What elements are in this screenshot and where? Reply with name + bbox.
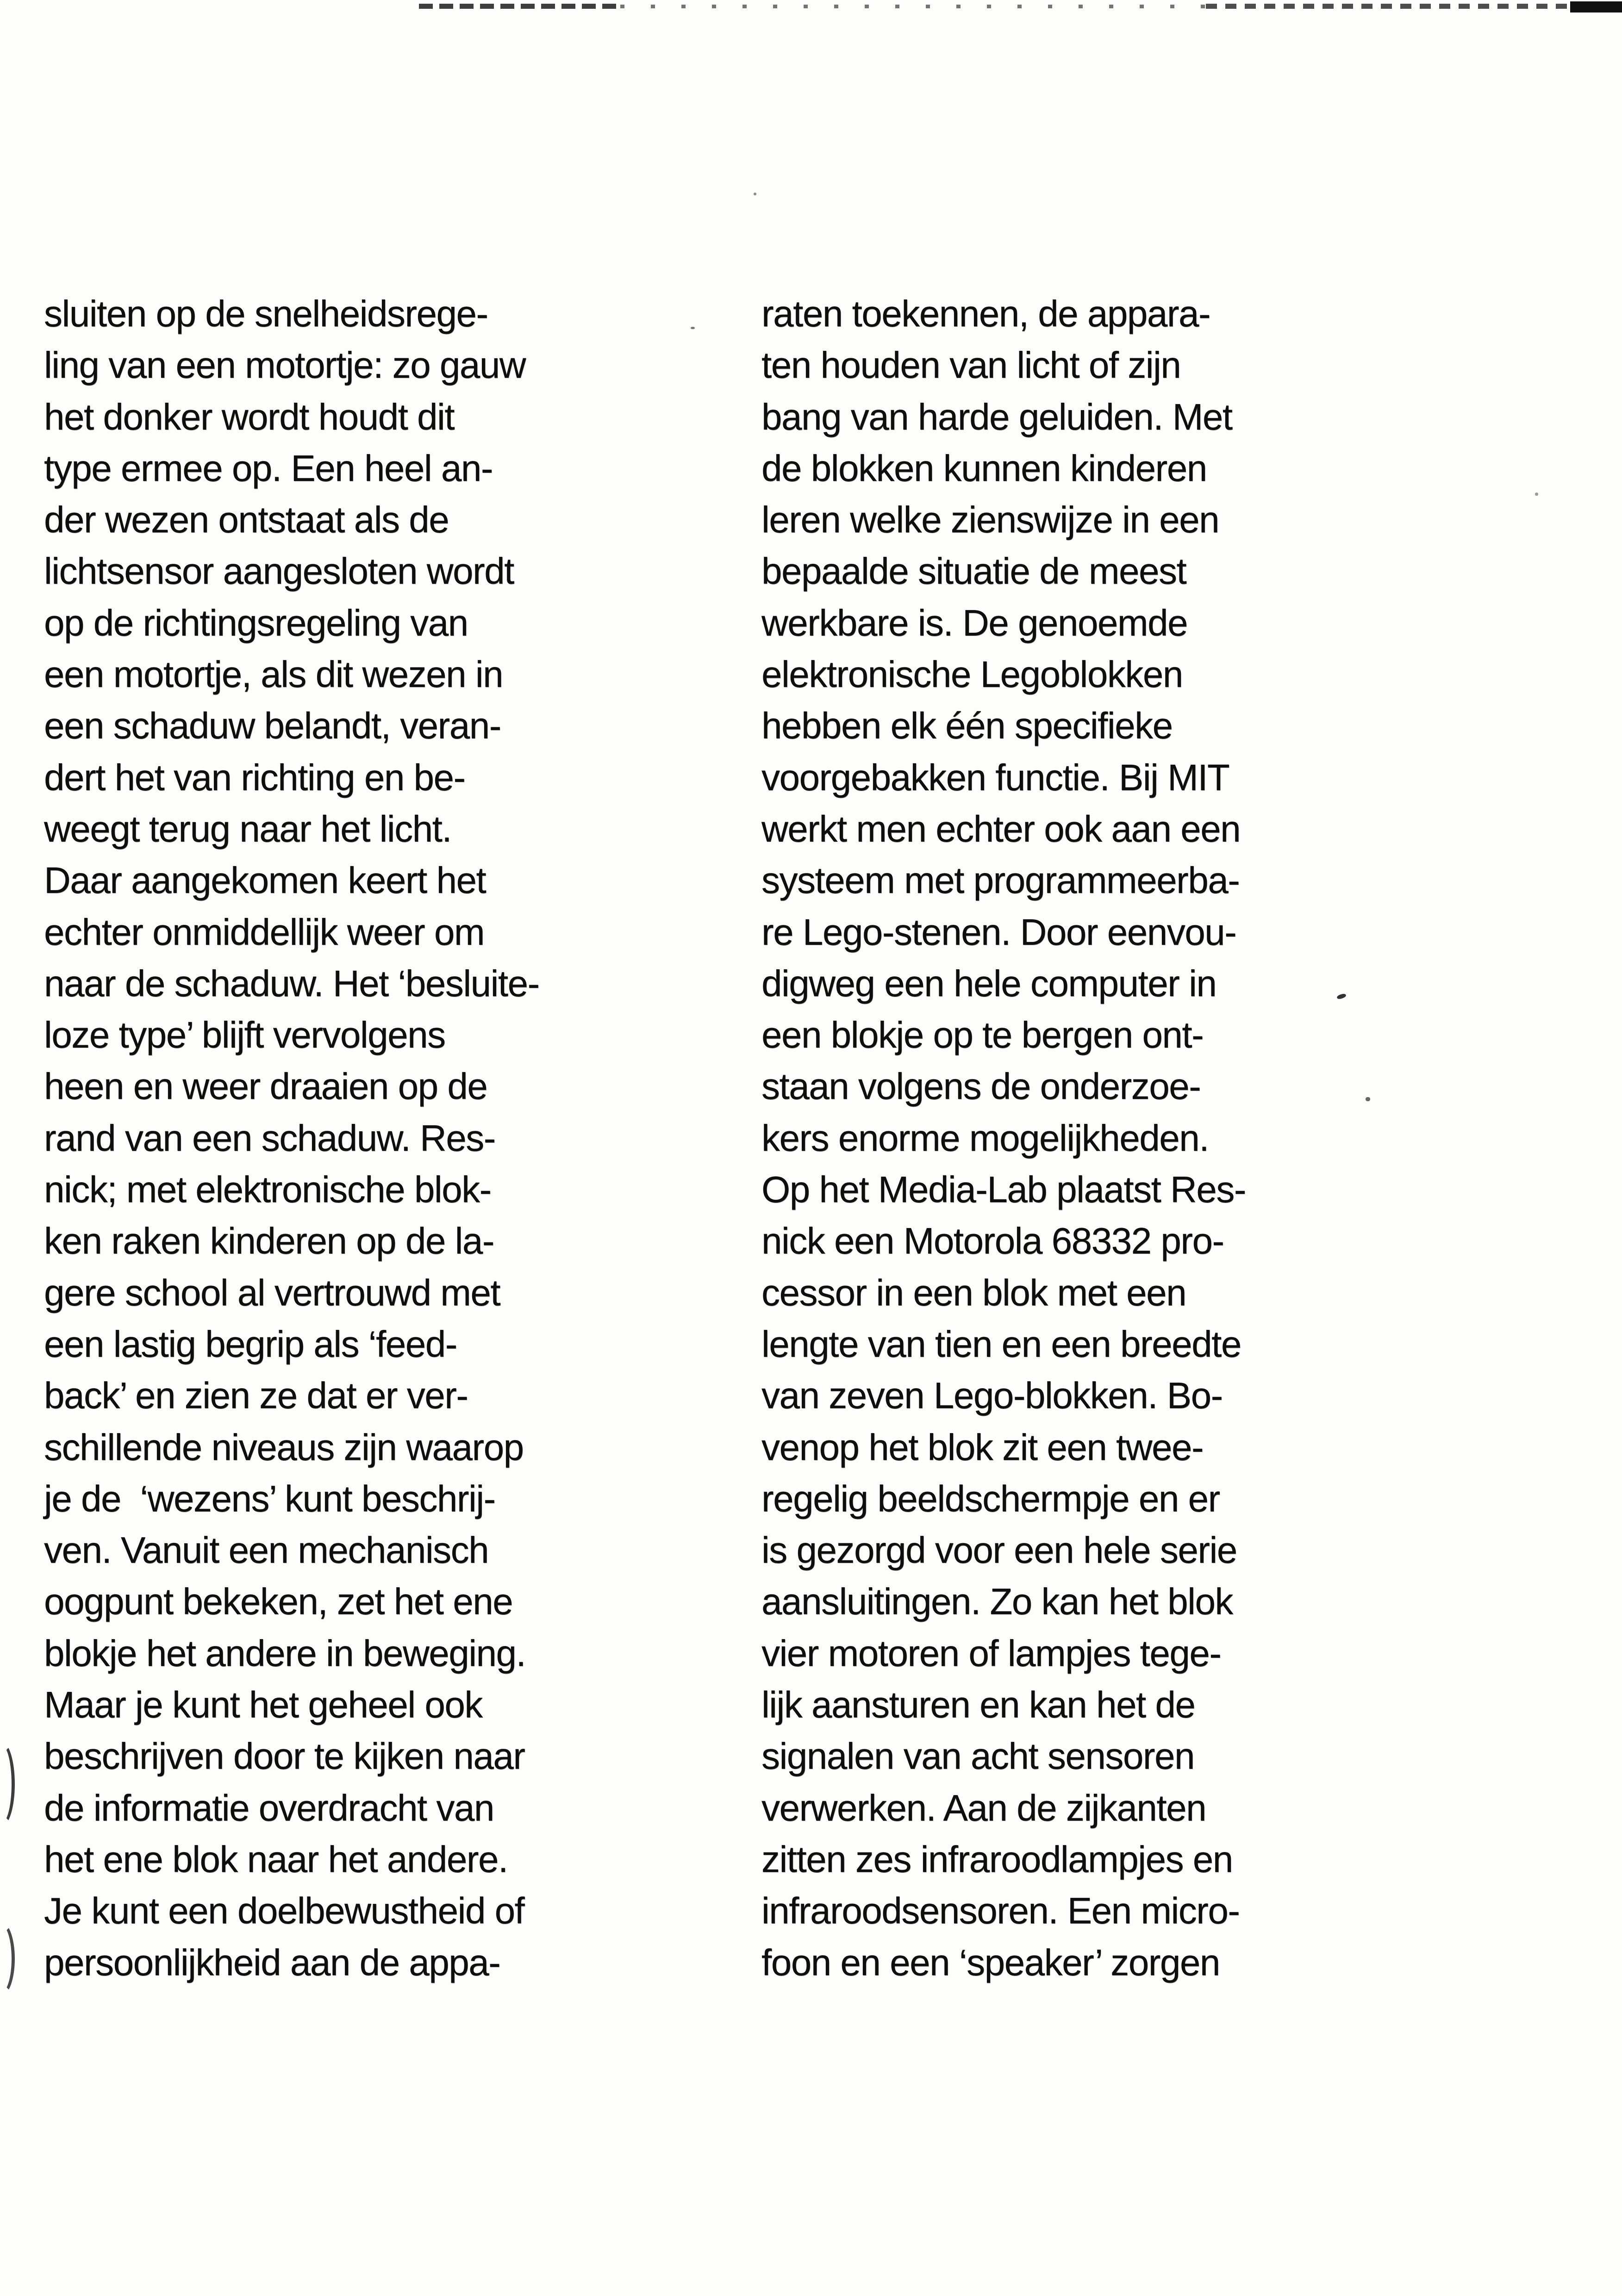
torn-edge-dots-middle xyxy=(620,5,1206,8)
article-column-right xyxy=(761,288,1456,1988)
text-line: nick; met elektronische blok- xyxy=(44,1169,491,1210)
torn-page-edge xyxy=(0,0,1622,19)
text-line: heen en weer draaien op de xyxy=(44,1066,487,1107)
text-line: Maar je kunt het geheel ook xyxy=(44,1684,482,1726)
text-line: staan volgens de onderzoe- xyxy=(761,1066,1201,1107)
text-line: digweg een hele computer in xyxy=(761,962,1216,1004)
text-line: back’ en zien ze dat er ver- xyxy=(44,1375,468,1416)
text-line: ven. Vanuit een mechanisch xyxy=(44,1529,489,1571)
text-line: cessor in een blok met een xyxy=(761,1272,1186,1313)
text-line: bang van harde geluiden. Met xyxy=(761,396,1232,437)
text-line: dert het van richting en be- xyxy=(44,756,465,798)
text-line: foon en een ‘speaker’ zorgen xyxy=(761,1941,1220,1983)
text-line: de informatie overdracht van xyxy=(44,1787,494,1828)
binding-mark-arc xyxy=(0,1741,15,1827)
text-line: hebben elk één specifieke xyxy=(761,705,1173,747)
text-line: op de richtingsregeling van xyxy=(44,602,468,643)
text-line: leren welke zienswijze in een xyxy=(761,499,1219,541)
text-line: raten toekennen, de appara- xyxy=(761,293,1210,334)
text-line: verwerken. Aan de zijkanten xyxy=(761,1787,1206,1828)
text-line: naar de schaduw. Het ‘besluite- xyxy=(44,962,539,1004)
text-line: werkbare is. De genoemde xyxy=(761,602,1188,643)
text-line: ken raken kinderen op de la- xyxy=(44,1220,494,1262)
text-line: regelig beeldschermpje en er xyxy=(761,1478,1220,1519)
text-line: infraroodsensoren. Een micro- xyxy=(761,1890,1240,1932)
scan-speck xyxy=(691,327,695,329)
text-line: werkt men echter ook aan een xyxy=(761,808,1241,849)
text-line: lichtsensor aangesloten wordt xyxy=(44,550,514,592)
scan-speck xyxy=(754,193,756,195)
text-line: signalen van acht sensoren xyxy=(761,1735,1194,1777)
text-line: sluiten op de snelheidsrege- xyxy=(44,293,488,334)
text-line: vier motoren of lampjes tege- xyxy=(761,1632,1221,1674)
article-column-left xyxy=(44,288,729,1988)
text-line: een motortje, als dit wezen in xyxy=(44,654,503,695)
text-line: aansluitingen. Zo kan het blok xyxy=(761,1581,1233,1622)
text-line: bepaalde situatie de meest xyxy=(761,550,1186,592)
scan-speck xyxy=(1366,1097,1370,1101)
text-line: Je kunt een doelbewustheid of xyxy=(44,1890,524,1932)
text-line: gere school al vertrouwd met xyxy=(44,1272,500,1313)
binding-mark-arc xyxy=(0,1922,15,1996)
text-line: je de ‘wezens’ kunt beschrij- xyxy=(44,1478,495,1519)
text-line: der wezen ontstaat als de xyxy=(44,499,449,541)
text-line: nick een Motorola 68332 pro- xyxy=(761,1220,1224,1262)
text-line: zitten zes infraroodlampjes en xyxy=(761,1838,1233,1880)
text-line: kers enorme mogelijkheden. xyxy=(761,1117,1209,1159)
torn-edge-solid-end xyxy=(1570,1,1622,12)
text-line: rand van een schaduw. Res- xyxy=(44,1117,495,1159)
text-line: het donker wordt houdt dit xyxy=(44,396,455,437)
text-line: venop het blok zit een twee- xyxy=(761,1426,1204,1468)
text-line: van zeven Lego-blokken. Bo- xyxy=(761,1375,1223,1416)
text-line: is gezorgd voor een hele serie xyxy=(761,1529,1237,1571)
text-line: systeem met programmeerba- xyxy=(761,860,1240,901)
text-line: lengte van tien en een breedte xyxy=(761,1323,1241,1365)
text-line: persoonlijkheid aan de appa- xyxy=(44,1941,500,1983)
text-line: weegt terug naar het licht. xyxy=(44,808,452,849)
text-line: schillende niveaus zijn waarop xyxy=(44,1426,524,1468)
text-line: elektronische Legoblokken xyxy=(761,654,1183,695)
text-line: voorgebakken functie. Bij MIT xyxy=(761,756,1229,798)
text-line: een schaduw belandt, veran- xyxy=(44,705,501,747)
text-line: ling van een motortje: zo gauw xyxy=(44,344,526,386)
text-line: een lastig begrip als ‘feed- xyxy=(44,1323,457,1365)
text-line: loze type’ blijft vervolgens xyxy=(44,1014,445,1056)
text-line: het ene blok naar het andere. xyxy=(44,1838,508,1880)
text-line: echter onmiddellijk weer om xyxy=(44,911,485,953)
text-line: blokje het andere in beweging. xyxy=(44,1632,526,1674)
text-line: een blokje op te bergen ont- xyxy=(761,1014,1204,1056)
torn-edge-dashes-left xyxy=(419,4,618,9)
torn-edge-dashes-right xyxy=(1206,4,1572,9)
text-line: ten houden van licht of zijn xyxy=(761,344,1181,386)
text-line: beschrijven door te kijken naar xyxy=(44,1735,525,1777)
text-line: type ermee op. Een heel an- xyxy=(44,447,493,489)
text-line: re Lego-stenen. Door eenvou- xyxy=(761,911,1236,953)
text-line: lijk aansturen en kan het de xyxy=(761,1684,1195,1726)
scan-speck xyxy=(1535,493,1538,496)
text-line: Daar aangekomen keert het xyxy=(44,860,486,901)
text-line: de blokken kunnen kinderen xyxy=(761,447,1207,489)
text-line: oogpunt bekeken, zet het ene xyxy=(44,1581,513,1622)
text-line: Op het Media-Lab plaatst Res- xyxy=(761,1169,1246,1210)
